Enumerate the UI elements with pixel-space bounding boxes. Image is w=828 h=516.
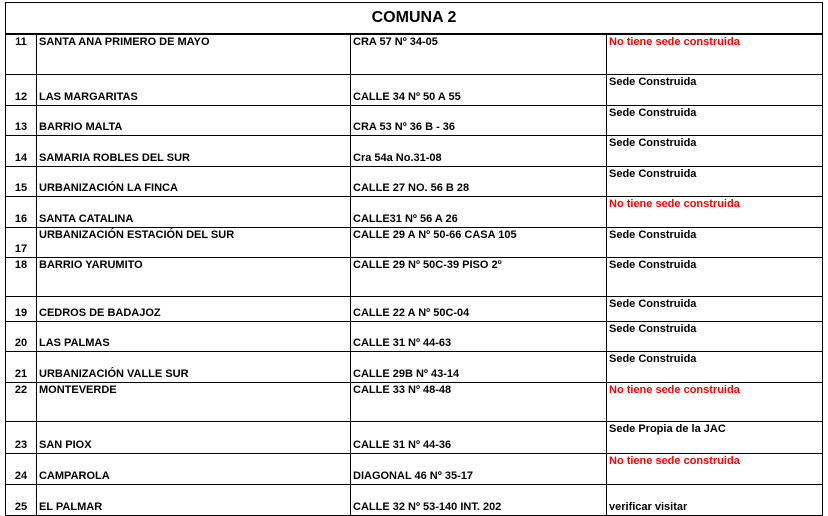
row-number-cell[interactable]: 22 [6, 382, 37, 421]
address-cell[interactable]: CALLE 34 Nº 50 A 55 [351, 74, 607, 105]
neighborhood-name-cell[interactable]: BARRIO MALTA [37, 105, 351, 135]
table-title[interactable]: COMUNA 2 [6, 3, 823, 35]
status-cell[interactable]: Sede Construida [607, 296, 823, 321]
table-row [6, 453, 823, 484]
address-cell[interactable]: CALLE31 Nº 56 A 26 [351, 196, 607, 227]
neighborhood-name-cell[interactable]: LAS PALMAS [37, 321, 351, 351]
neighborhood-name-cell[interactable]: CEDROS DE BADAJOZ [37, 296, 351, 321]
neighborhood-name-cell[interactable]: MONTEVERDE [37, 382, 351, 421]
status-cell[interactable]: Sede Construida [607, 105, 823, 135]
status-cell[interactable]: verificar visitar [607, 484, 823, 515]
status-cell[interactable]: No tiene sede construida [607, 196, 823, 227]
neighborhood-name-cell[interactable]: SANTA ANA PRIMERO DE MAYO [37, 34, 351, 74]
neighborhood-name-cell[interactable]: LAS MARGARITAS [37, 74, 351, 105]
neighborhood-name-cell[interactable]: SAN PIOX [37, 421, 351, 453]
row-number-cell[interactable]: 14 [6, 135, 37, 166]
status-cell[interactable]: Sede Propia de la JAC [607, 421, 823, 453]
row-number-cell[interactable]: 24 [6, 453, 37, 484]
table-row [6, 382, 823, 421]
neighborhood-name-cell[interactable]: EL PALMAR [37, 484, 351, 515]
address-cell[interactable]: CALLE 27 NO. 56 B 28 [351, 166, 607, 196]
status-cell[interactable]: Sede Construida [607, 321, 823, 351]
status-cell[interactable]: Sede Construida [607, 351, 823, 382]
status-cell[interactable]: Sede Construida [607, 227, 823, 257]
address-cell[interactable]: CALLE 33 Nº 48-48 [351, 382, 607, 421]
status-cell[interactable]: Sede Construida [607, 166, 823, 196]
row-number-cell[interactable]: 18 [6, 257, 37, 296]
row-number-cell[interactable]: 25 [6, 484, 37, 515]
row-number-cell[interactable]: 21 [6, 351, 37, 382]
table-row [6, 34, 823, 74]
address-cell[interactable]: CALLE 29B Nº 43-14 [351, 351, 607, 382]
status-cell[interactable]: No tiene sede construida [607, 382, 823, 421]
status-cell[interactable]: Sede Construida [607, 257, 823, 296]
address-cell[interactable]: DIAGONAL 46 Nº 35-17 [351, 453, 607, 484]
row-number-cell[interactable]: 11 [6, 34, 37, 74]
row-number-cell[interactable]: 17 [6, 227, 37, 257]
neighborhood-name-cell[interactable]: URBANIZACIÓN VALLE SUR [37, 351, 351, 382]
row-number-cell[interactable]: 20 [6, 321, 37, 351]
table-row [6, 296, 823, 321]
status-cell[interactable]: No tiene sede construida [607, 453, 823, 484]
table-row [6, 166, 823, 196]
neighborhood-name-cell[interactable]: URBANIZACIÓN LA FINCA [37, 166, 351, 196]
table-row [6, 227, 823, 257]
row-number-cell[interactable]: 19 [6, 296, 37, 321]
row-number-cell[interactable]: 13 [6, 105, 37, 135]
neighborhood-name-cell[interactable]: BARRIO YARUMITO [37, 257, 351, 296]
status-cell[interactable]: Sede Construida [607, 135, 823, 166]
row-number-cell[interactable]: 15 [6, 166, 37, 196]
address-cell[interactable]: CALLE 31 Nº 44-63 [351, 321, 607, 351]
table-row [6, 421, 823, 453]
neighborhood-name-cell[interactable]: URBANIZACIÓN ESTACIÓN DEL SUR [37, 227, 351, 257]
row-number-cell[interactable]: 16 [6, 196, 37, 227]
spreadsheet-sheet [5, 2, 822, 516]
status-cell[interactable]: No tiene sede construida [607, 34, 823, 74]
title-row [6, 3, 823, 35]
table-row [6, 105, 823, 135]
table-row [6, 351, 823, 382]
address-cell[interactable]: CALLE 32 Nº 53-140 INT. 202 [351, 484, 607, 515]
status-cell[interactable]: Sede Construida [607, 74, 823, 105]
neighborhood-name-cell[interactable]: SANTA CATALINA [37, 196, 351, 227]
address-cell[interactable]: Cra 54a No.31-08 [351, 135, 607, 166]
address-cell[interactable]: CALLE 22 A Nº 50C-04 [351, 296, 607, 321]
comuna-table [5, 2, 823, 516]
neighborhood-name-cell[interactable]: CAMPAROLA [37, 453, 351, 484]
row-number-cell[interactable]: 12 [6, 74, 37, 105]
address-cell[interactable]: CRA 57 Nº 34-05 [351, 34, 607, 74]
table-row [6, 484, 823, 515]
address-cell[interactable]: CRA 53 Nº 36 B - 36 [351, 105, 607, 135]
table-row [6, 257, 823, 296]
row-number-cell[interactable]: 23 [6, 421, 37, 453]
address-cell[interactable]: CALLE 29 Nº 50C-39 PISO 2º [351, 257, 607, 296]
table-row [6, 196, 823, 227]
table-row [6, 321, 823, 351]
table-row [6, 135, 823, 166]
neighborhood-name-cell[interactable]: SAMARIA ROBLES DEL SUR [37, 135, 351, 166]
address-cell[interactable]: CALLE 29 A Nº 50-66 CASA 105 [351, 227, 607, 257]
address-cell[interactable]: CALLE 31 Nº 44-36 [351, 421, 607, 453]
table-row [6, 74, 823, 105]
